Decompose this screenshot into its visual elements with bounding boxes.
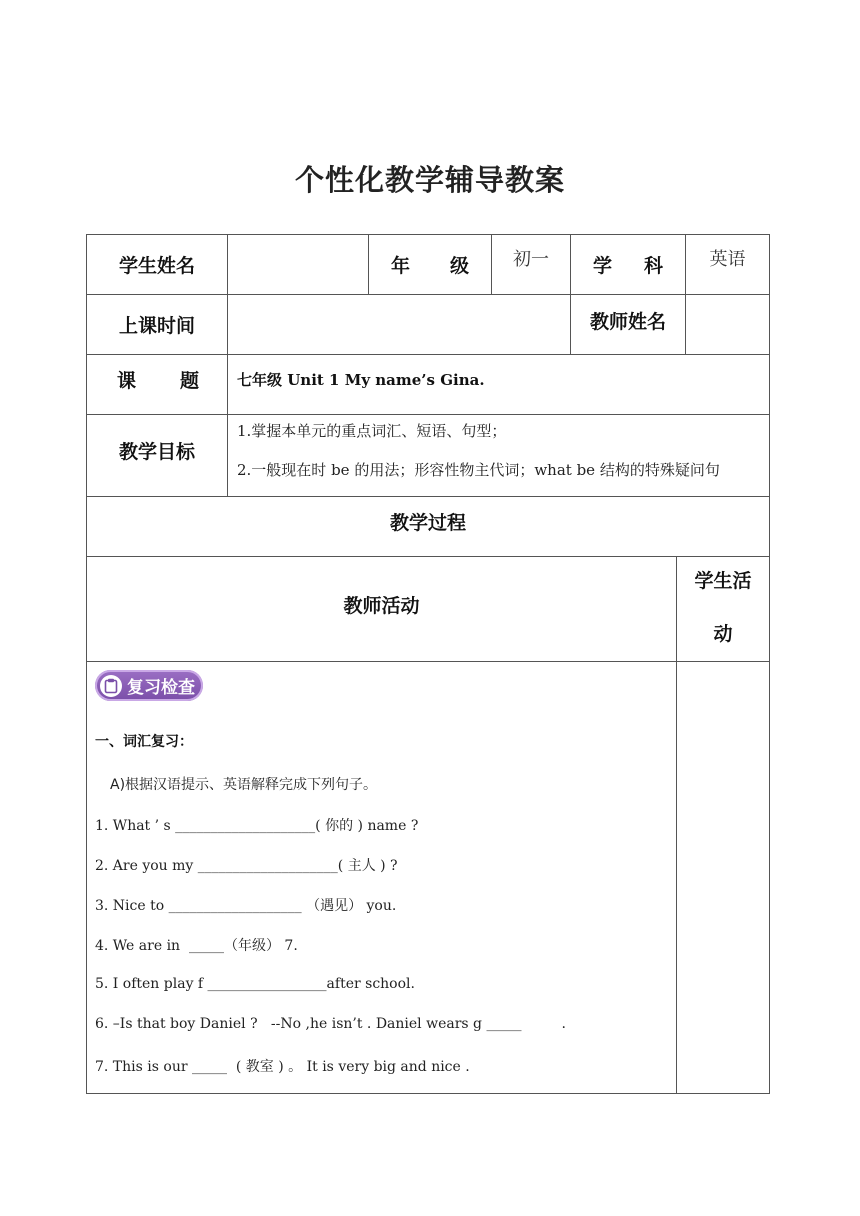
- topic-label-char-1: 课: [117, 369, 137, 392]
- class-time-label: 上课时间: [118, 315, 195, 337]
- exercise-item: 3. Nice to ___________________ （遇见） you.: [95, 898, 397, 914]
- exercise-item: 6. –Is that boy Daniel ? --No ,he isn’t . Daniel wears g _____ .: [95, 1016, 566, 1032]
- goal-line-1: 1.掌握本单元的重点词汇、短语、句型；: [237, 422, 507, 440]
- subject-label-char-2: 科: [643, 255, 663, 277]
- subject-value: 英语: [709, 249, 746, 270]
- grade-label-char-1: 年: [391, 255, 411, 277]
- student-activity-line-2: 动: [713, 623, 733, 645]
- student-activity-line-1: 学生活: [694, 570, 752, 592]
- section-title: 一、词汇复习：: [95, 734, 193, 750]
- exercise-item: 2. Are you my ____________________( 主人 ) ?: [95, 858, 398, 874]
- exercise-item: 7. This is our _____ ( 教室 ) 。 It is very big and nice .: [95, 1059, 470, 1075]
- teacher-activity-label: 教师活动: [343, 594, 420, 617]
- grade-label-char-2: 级: [449, 255, 469, 277]
- teacher-name-value: [686, 295, 769, 354]
- page-title: 个性化教学辅导教案: [294, 163, 565, 197]
- process-label: 教学过程: [389, 511, 466, 534]
- grade-label: [369, 235, 491, 294]
- exercise-item: 1. What ’ s ____________________( 你的 ) name ?: [95, 818, 419, 834]
- clipboard-icon: [100, 675, 122, 697]
- grade-value: 初一: [513, 249, 549, 270]
- topic-value: 七年级 Unit 1 My name’s Gina.: [237, 370, 485, 389]
- topic-label: [87, 355, 227, 403]
- goal-label: 教学目标: [118, 440, 195, 463]
- instruction: A)根据汉语提示、英语解释完成下列句子。: [110, 777, 378, 793]
- subject-label: [571, 235, 685, 294]
- teacher-name-label: 教师姓名: [589, 310, 666, 333]
- class-time-value: [228, 295, 570, 354]
- review-badge-label: 复习检查: [127, 678, 195, 698]
- student-name-label: 学生姓名: [118, 255, 195, 277]
- review-badge: [95, 670, 203, 701]
- exercise-item: 4. We are in _____（年级） 7.: [95, 938, 298, 954]
- table-rule: [86, 661, 770, 662]
- exercise-item: 5. I often play f _________________after school.: [95, 976, 415, 992]
- student-name-value: [228, 235, 368, 294]
- student-activity-label: [677, 566, 769, 646]
- subject-label-char-1: 学: [593, 255, 613, 277]
- goal-line-2: 2.一般现在时 be 的用法；形容性物主代词；what be 结构的特殊疑问句: [237, 461, 720, 479]
- table-border-right: [769, 234, 770, 1094]
- table-border-bottom: [86, 1093, 770, 1094]
- topic-label-char-2: 题: [179, 369, 199, 392]
